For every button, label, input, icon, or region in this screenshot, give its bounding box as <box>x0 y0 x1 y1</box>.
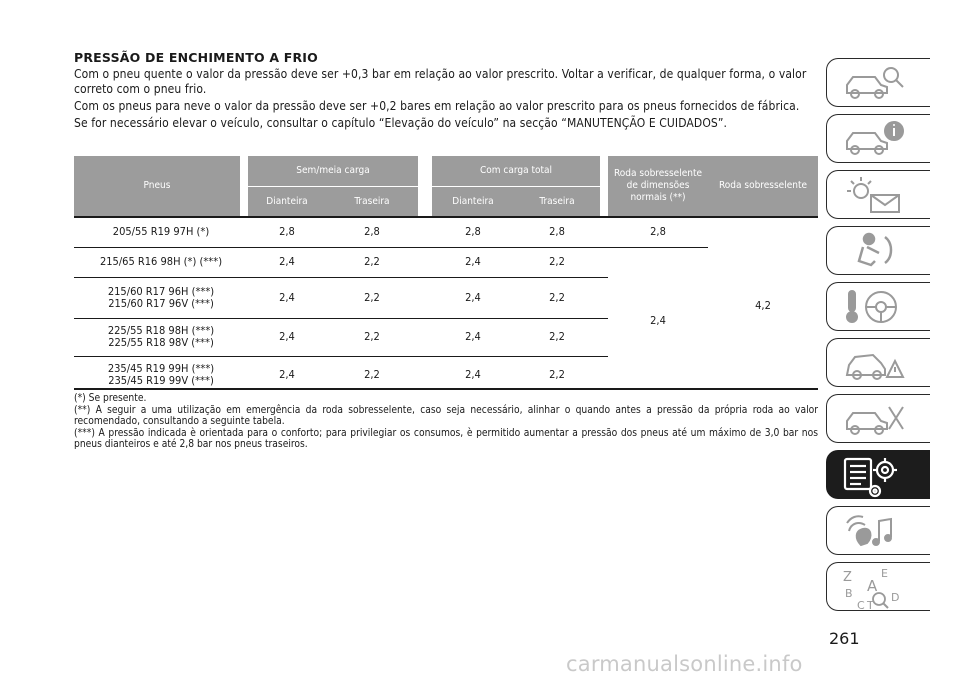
tyre-size-line: 235/45 R19 99V (***) <box>108 374 214 388</box>
index-letter: C <box>857 599 865 611</box>
tyre-size-cell <box>74 318 248 356</box>
multimedia-icon <box>841 511 911 551</box>
tab-emergency[interactable] <box>826 338 930 387</box>
section-title: PRESSÃO DE ENCHIMENTO A FRIO <box>74 50 318 65</box>
tyre-size-line: 215/60 R17 96V (***) <box>108 296 214 310</box>
index-letter: E <box>881 567 888 580</box>
value-half-rear: 2,2 <box>326 318 418 356</box>
tyre-pressure-table <box>74 156 818 394</box>
header-gap <box>240 156 248 217</box>
page-number: 261 <box>829 629 860 648</box>
tab-servicing[interactable] <box>826 394 930 443</box>
tyre-size-cell <box>74 277 248 318</box>
section-content <box>74 50 818 131</box>
tab-safety[interactable] <box>826 226 930 275</box>
header-spare-normal: Roda sobresselente de dimensões normais (**) <box>608 156 708 217</box>
value-full-front: 2,8 <box>432 217 514 247</box>
value-full-rear: 2,2 <box>514 356 600 394</box>
value-full-front: 2,4 <box>432 277 514 318</box>
value-spare: 4,2 <box>708 217 818 394</box>
value-full-rear: 2,8 <box>514 217 600 247</box>
watermark: carmanualsonline.info <box>566 652 803 676</box>
tyre-size-line: 235/45 R19 99H (***) <box>107 362 215 376</box>
header-half-load: Sem/meia carga <box>248 156 418 187</box>
value-full-rear: 2,2 <box>514 318 600 356</box>
value-half-front: 2,4 <box>248 356 326 394</box>
value-full-front: 2,4 <box>432 318 514 356</box>
footnote-2: (**) A seguir a uma utilização em emergência da roda sobresselente, caso seja necessário, alinhar o quando antes a pressão da própria roda ao valor recomendado, consultando a seguinte tabela. <box>74 404 818 427</box>
value-half-rear: 2,2 <box>326 247 418 277</box>
value-half-front: 2,8 <box>248 217 326 247</box>
value-half-front: 2,4 <box>248 277 326 318</box>
specs-gear-icon <box>841 455 911 499</box>
index-letter: A <box>867 577 878 595</box>
index-letter: D <box>891 591 900 604</box>
car-info-icon <box>841 119 911 159</box>
car-search-icon <box>841 63 911 103</box>
value-full-rear: 2,2 <box>514 247 600 277</box>
footnote-3: (***) A pressão indicada è orientada para o conforto; para privilegiar os consumos, è permitido aumentar a pressão dos pneus até um máximo de 3,0 bar nos pneus dianteiros e até 2,8 bar nos pneus traseiros. <box>74 427 818 450</box>
tyre-size-cell: 205/55 R19 97H (*) <box>74 217 248 247</box>
car-tools-icon <box>841 399 911 439</box>
table-row <box>74 247 818 277</box>
tab-multimedia[interactable] <box>826 506 930 555</box>
paragraph-lift-vehicle: Se for necessário elevar o veículo, consultar o capítulo “Elevação do veículo” na secção “MANUTENÇÃO E CUIDADOS”. <box>74 116 728 130</box>
key-steering-wheel-icon <box>841 287 911 327</box>
footnote-1: (*) Se presente. <box>74 393 147 404</box>
header-spare: Roda sobresselente <box>708 156 818 217</box>
tyre-size-line: 225/55 R18 98V (***) <box>108 336 214 349</box>
value-half-rear: 2,2 <box>326 277 418 318</box>
header-half-front: Dianteira <box>248 187 326 218</box>
header-gap <box>600 156 608 217</box>
header-full-rear: Traseira <box>514 187 600 218</box>
paragraph-hot-tyre: Com o pneu quente o valor da pressão deve ser +0,3 bar em relação ao valor prescrito. Voltar a verificar, de qualquer forma, o valor correto com o pneu frio. <box>74 67 807 96</box>
header-half-rear: Traseira <box>326 187 418 218</box>
value-half-front: 2,4 <box>248 318 326 356</box>
header-full-front: Dianteira <box>432 187 514 218</box>
table-bottom-rule <box>74 388 818 390</box>
index-letter: Z <box>843 570 852 585</box>
tyre-size-line: 215/60 R17 96H (***) <box>107 284 215 298</box>
car-breakdown-icon <box>841 343 911 383</box>
index-letter: T <box>867 599 874 611</box>
index-letter: B <box>845 587 853 600</box>
tab-technical-specifications[interactable] <box>826 450 930 499</box>
tab-getting-to-know-car[interactable] <box>826 58 930 107</box>
chapter-tabs <box>826 58 930 618</box>
table-row <box>74 217 818 247</box>
value-spare-normal: 2,8 <box>608 217 708 247</box>
value-half-front: 2,4 <box>248 247 326 277</box>
tab-index[interactable] <box>826 562 930 611</box>
value-full-front: 2,4 <box>432 247 514 277</box>
warning-lights-message-icon <box>841 175 911 215</box>
header-gap <box>418 156 432 217</box>
value-half-rear: 2,8 <box>326 217 418 247</box>
tyre-size-line: 225/55 R18 98H (***) <box>107 324 215 337</box>
tab-dashboard-info[interactable] <box>826 114 930 163</box>
footnotes <box>74 393 818 451</box>
header-full-load: Com carga total <box>432 156 600 187</box>
value-full-front: 2,4 <box>432 356 514 394</box>
value-half-rear: 2,2 <box>326 356 418 394</box>
header-tyres: Pneus <box>74 156 240 217</box>
tyre-size-cell: 215/65 R16 98H (*) (***) <box>74 247 248 277</box>
seat-airbag-icon <box>841 231 911 271</box>
index-letters-icon <box>841 567 911 611</box>
tab-starting-driving[interactable] <box>826 282 930 331</box>
value-spare-normal: 2,4 <box>608 247 708 394</box>
tab-warning-lights[interactable] <box>826 170 930 219</box>
value-full-rear: 2,2 <box>514 277 600 318</box>
paragraph-snow-tyre: Com os pneus para neve o valor da pressão deve ser +0,2 bares em relação ao valor prescrito para os pneus fornecidos de fábrica. <box>74 99 800 113</box>
